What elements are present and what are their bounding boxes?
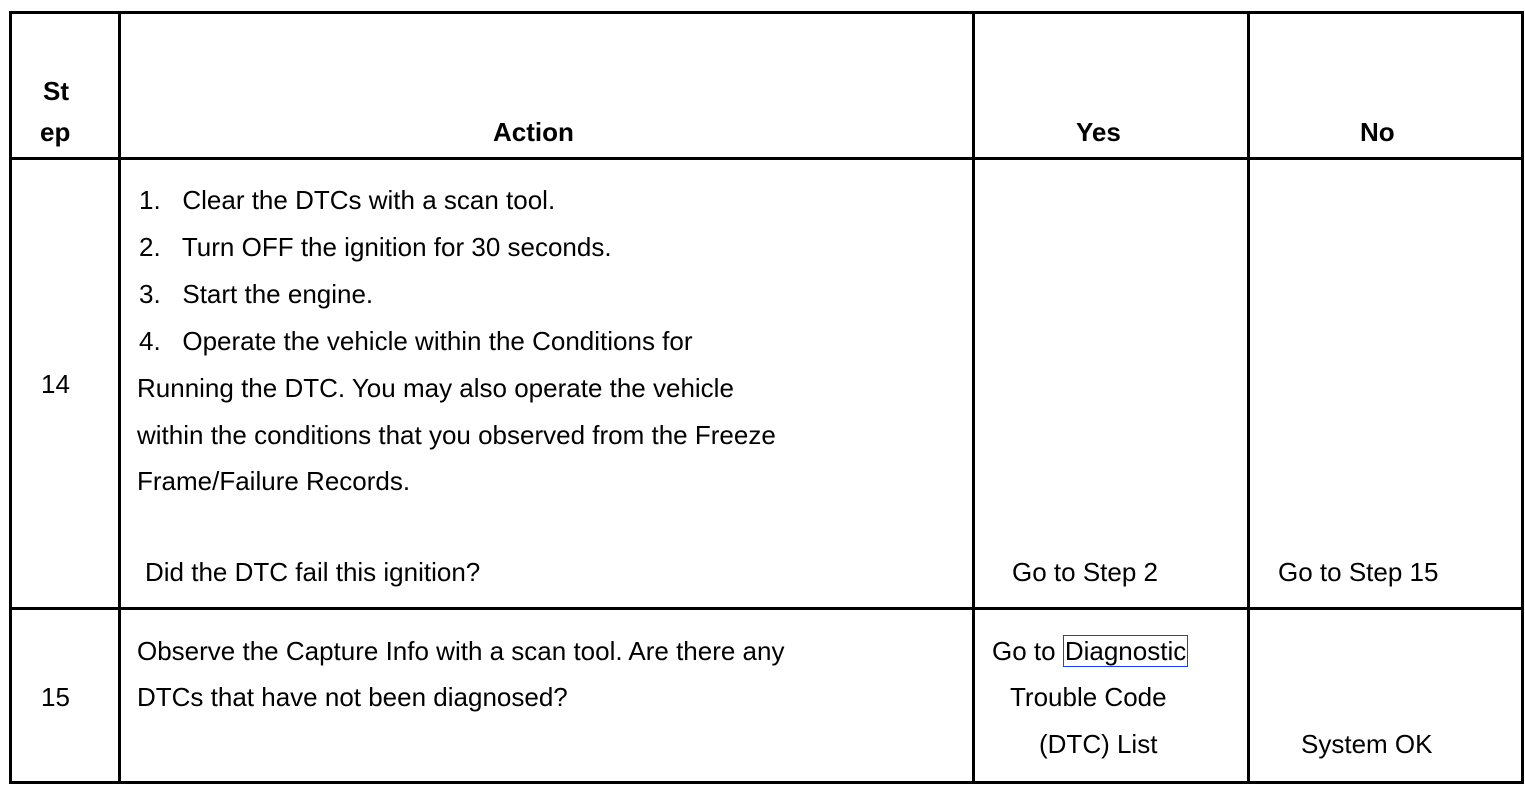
table-border-right — [1521, 11, 1524, 784]
step-number: 15 — [41, 682, 70, 712]
dtc-list-link[interactable]: Diagnostic — [1064, 636, 1187, 666]
row-divider — [9, 607, 1524, 610]
column-divider — [118, 11, 121, 784]
yes-result: Go to Step 2 — [1012, 557, 1158, 587]
yes-result: (DTC) List — [1039, 729, 1158, 759]
action-text: Observe the Capture Info with a scan tool. Are there any — [137, 636, 785, 666]
table-border-left — [9, 11, 12, 784]
yes-result — [992, 636, 1188, 666]
yes-result: Trouble Code — [1010, 682, 1167, 712]
header-yes: Yes — [1076, 117, 1121, 147]
yes-prefix: Go to — [992, 636, 1056, 666]
step-number: 14 — [41, 369, 70, 399]
action-item: 1. Clear the DTCs with a scan tool. — [139, 185, 556, 215]
header-action: Action — [493, 117, 574, 147]
column-divider — [972, 11, 975, 784]
action-item: 2. Turn OFF the ignition for 30 seconds. — [139, 232, 612, 262]
action-question: Did the DTC fail this ignition? — [145, 557, 481, 587]
table-border-top — [9, 11, 1524, 14]
header-no: No — [1360, 117, 1395, 147]
action-text: Frame/Failure Records. — [137, 466, 411, 496]
action-text: DTCs that have not been diagnosed? — [137, 682, 568, 712]
header-step: St — [43, 76, 69, 106]
table-border-bottom — [9, 781, 1524, 784]
action-text: Running the DTC. You may also operate the vehicle — [137, 373, 734, 403]
header-step: ep — [40, 117, 71, 147]
header-divider — [9, 157, 1524, 160]
column-divider — [1247, 11, 1250, 784]
action-text: within the conditions that you observed from the Freeze — [137, 420, 776, 450]
action-item: 4. Operate the vehicle within the Conditions for — [139, 326, 693, 356]
no-result: System OK — [1301, 729, 1433, 759]
action-item: 3. Start the engine. — [139, 279, 374, 309]
no-result: Go to Step 15 — [1278, 557, 1439, 587]
